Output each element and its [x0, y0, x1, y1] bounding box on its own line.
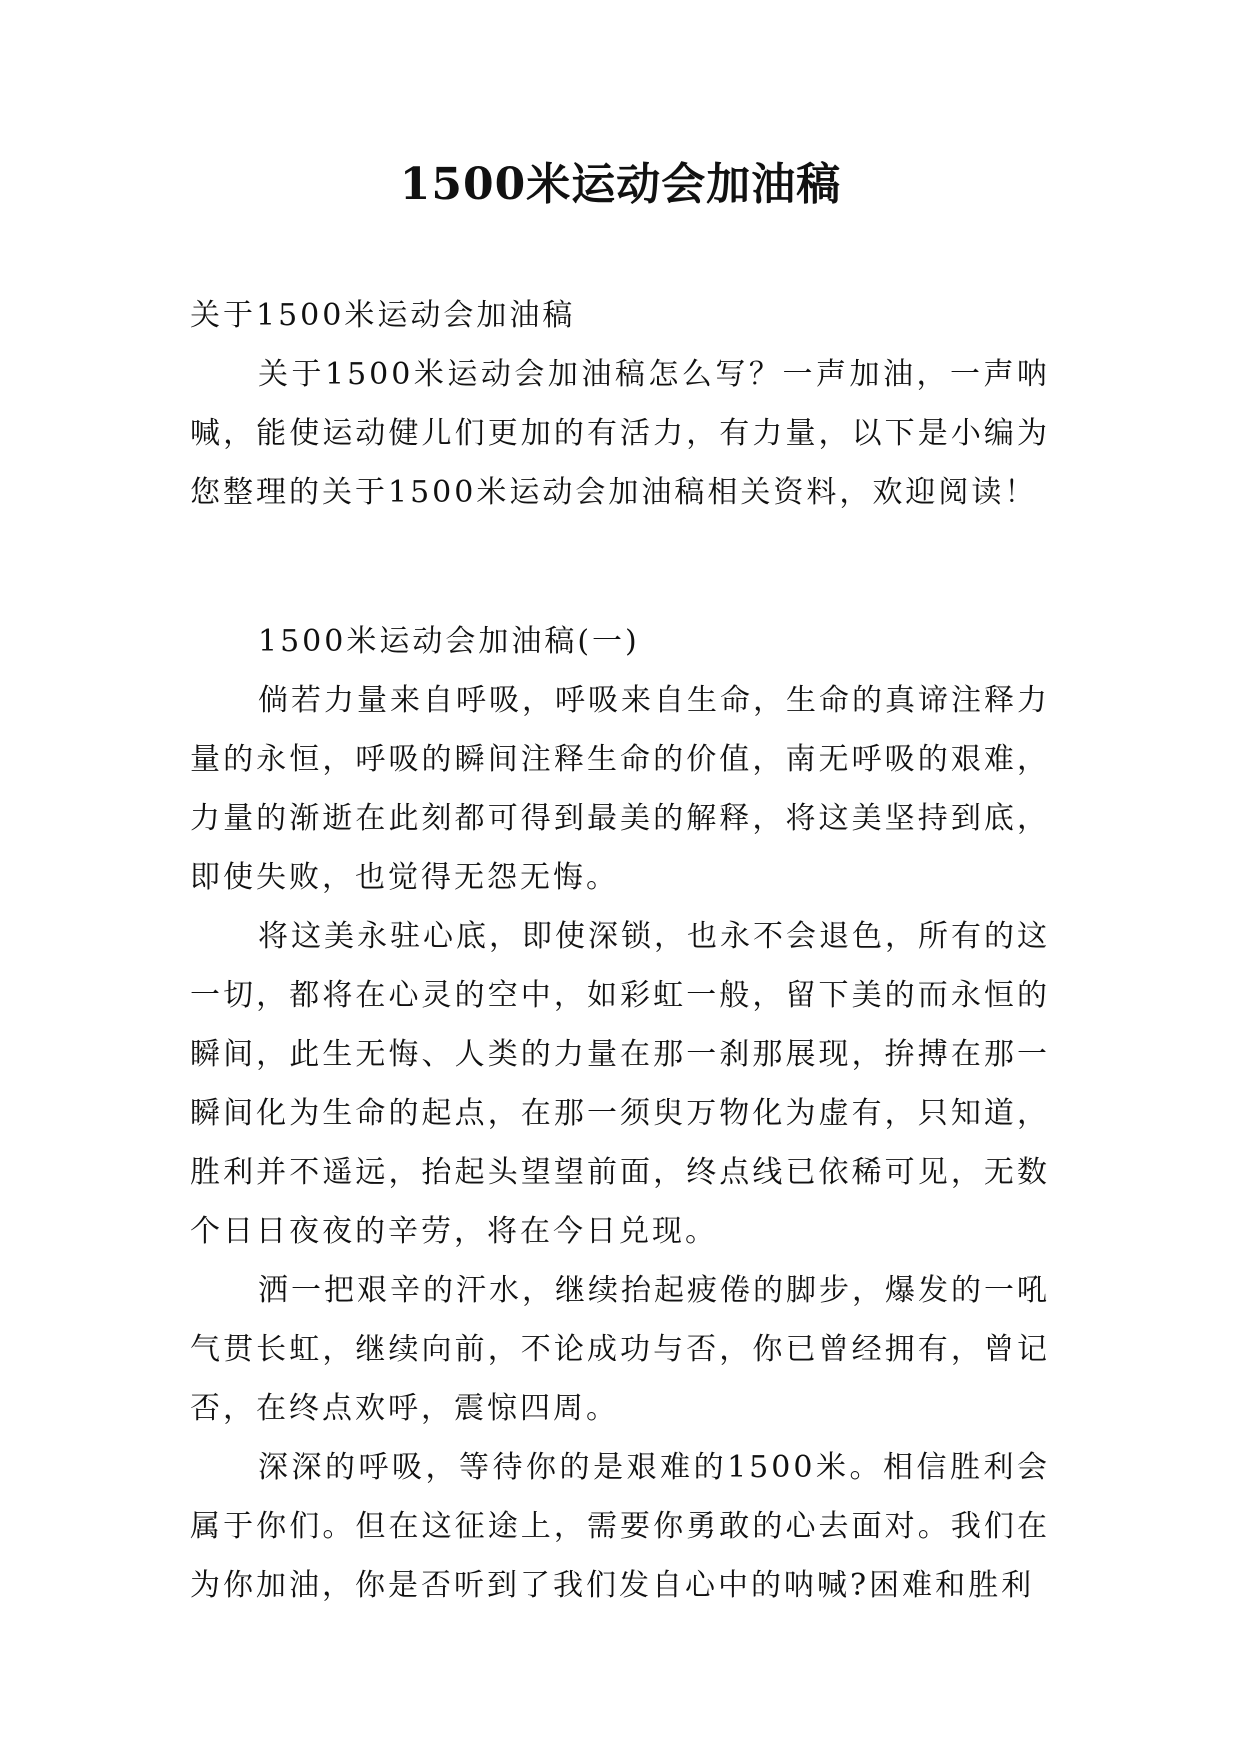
document-subtitle: 关于1500米运动会加油稿 — [190, 298, 576, 333]
body-paragraph-2: 将这美永驻心底，即使深锁，也永不会退色，所有的这一切，都将在心灵的空中，如彩虹一般，留下美的而永恒的瞬间，此生无悔、人类的力量在那一刹那展现，拚搏在那一瞬间化为生命的起点，在那一须臾万物化为虚有，只知道，胜利并不遥远，抬起头望望前面，终点线已依稀可见，无数个日日夜夜的辛劳，将在今日兑现。 — [190, 919, 1050, 1249]
body-paragraph-1: 倘若力量来自呼吸，呼吸来自生命，生命的真谛注释力量的永恒，呼吸的瞬间注释生命的价值，南无呼吸的艰难，力量的渐逝在此刻都可得到最美的解释，将这美坚持到底，即使失败，也觉得无怨无悔。 — [190, 683, 1050, 895]
body-paragraph-4: 深深的呼吸，等待你的是艰难的1500米。相信胜利会属于你们。但在这征途上，需要你勇敢的心去面对。我们在为你加油，你是否听到了我们发自心中的呐喊?困难和胜利 — [190, 1450, 1050, 1603]
document-body — [190, 286, 1050, 1615]
body-paragraph-3: 洒一把艰辛的汗水，继续抬起疲倦的脚步，爆发的一吼气贯长虹，继续向前，不论成功与否，你已曾经拥有，曾记否，在终点欢呼，震惊四周。 — [190, 1273, 1050, 1426]
section-heading: 1500米运动会加油稿(一) — [258, 624, 640, 659]
paragraph-spacer — [190, 522, 1050, 612]
document-title: 1500米运动会加油稿 — [399, 159, 842, 210]
intro-paragraph: 关于1500米运动会加油稿怎么写？一声加油，一声呐喊，能使运动健儿们更加的有活力，有力量，以下是小编为您整理的关于1500米运动会加油稿相关资料，欢迎阅读！ — [190, 357, 1050, 510]
